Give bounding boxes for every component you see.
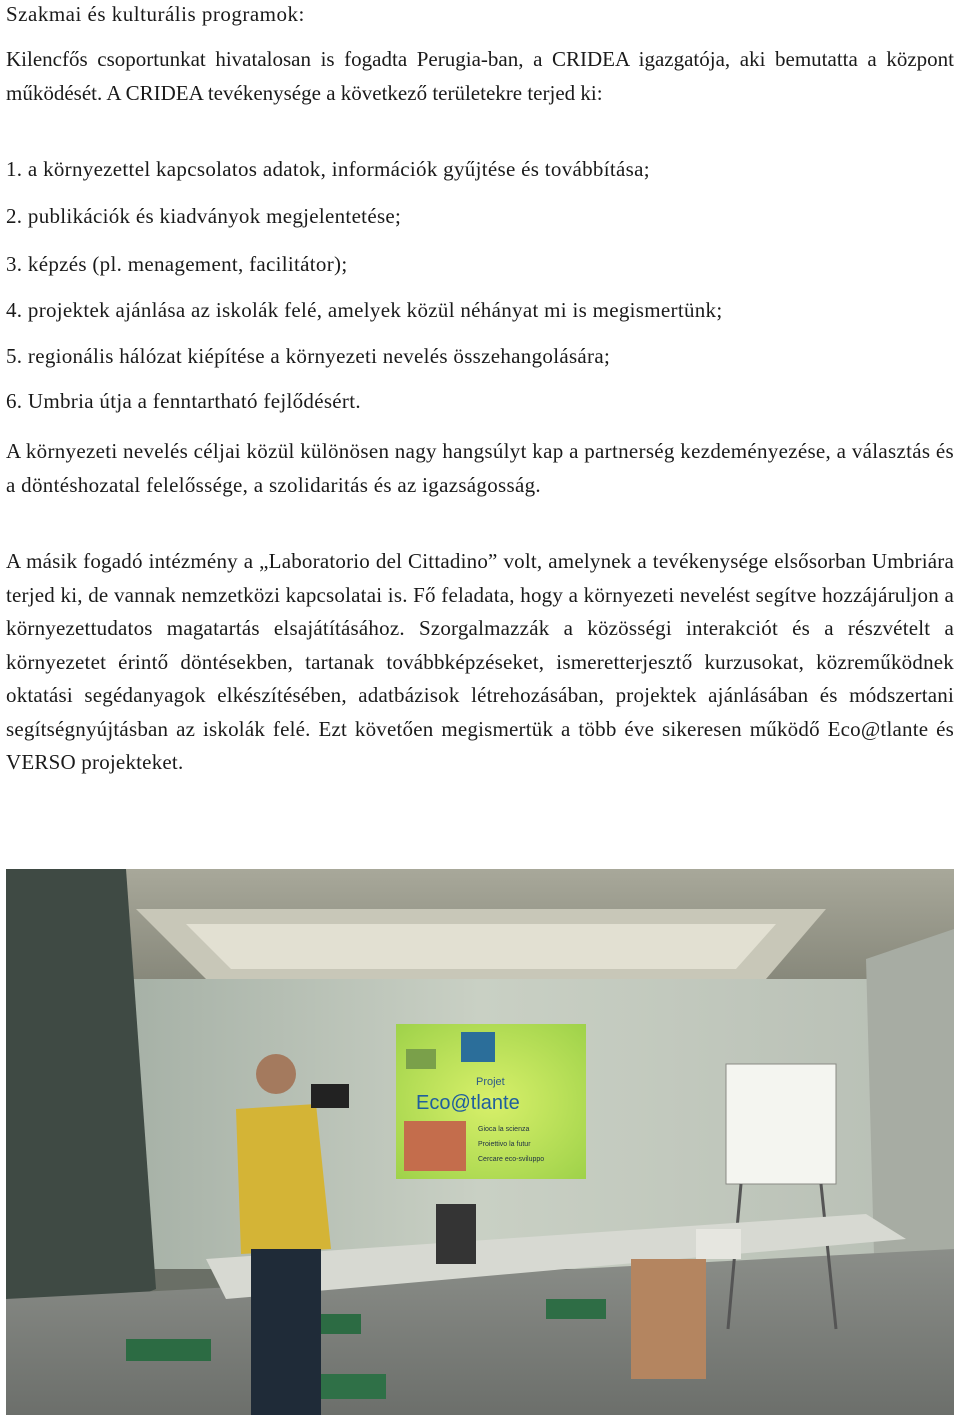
intro-paragraph: Kilencfős csoportunkat hivatalosan is fogadta Perugia-ban, a CRIDEA igazgatója, aki bemutatta a központ működését. A CRIDEA tevékenysége a következő területekre terjed ki: — [6, 47, 954, 105]
svg-text:Cercare eco-sviluppo: Cercare eco-sviluppo — [478, 1156, 545, 1163]
slide-title: Eco@tlante — [416, 1092, 520, 1114]
list-item: 2. publikációk és kiadványok megjelentetése; — [6, 204, 402, 228]
camera-icon — [311, 1084, 349, 1108]
list-item: 6. Umbria útja a fenntartható fejlődésért. — [6, 389, 361, 413]
list-item: 1. a környezettel kapcsolatos adatok, információk gyűjtése és továbbítása; — [6, 157, 650, 181]
flipchart — [726, 1064, 836, 1184]
section-heading: Szakmai és kulturális programok: — [6, 2, 305, 26]
slide-subtitle: Projet — [476, 1076, 505, 1088]
laptop — [436, 1204, 476, 1264]
list-item: 3. képzés (pl. menagement, facilitátor); — [6, 252, 348, 276]
svg-text:Proiettivo la futur: Proiettivo la futur — [478, 1141, 531, 1148]
person-shirt — [236, 1104, 331, 1254]
presentation-photo — [6, 869, 954, 1415]
slide-illustration — [404, 1121, 466, 1171]
person-head — [256, 1054, 296, 1094]
paragraph-laboratorio: A másik fogadó intézmény a „Laboratorio del Cittadino” volt, amelynek a tevékenysége elsősorban Umbriára terjed ki, de vannak nemzetközi kapcsolatai is. Fő feladata, hogy a környezeti nevelést segítve hozzájáruljon a környezettudatos magatartás elsajátításához. Szorgalmazzák a közösségi interakciót és a részvételt a környezetet érintő döntésekben, tartanak továbbképzéseket, ismeretterjesztő kurzusokat, közreműködnek oktatási segédanyagok elkészítésében, adatbázisok létrehozásában, projektek ajánlásában és módszertani segítségnyújtásban az iskolák felé. Ezt követően megismertük a több éve sikeresen működő Eco@tlante és VERSO projekteket. — [6, 549, 954, 774]
svg-text:Gioca la scienza: Gioca la scienza — [478, 1126, 530, 1133]
list-item: 4. projektek ajánlása az iskolák felé, amelyek közül néhányat mi is megismertünk; — [6, 298, 723, 322]
paragraph-environmental-goals: A környezeti nevelés céljai közül különösen nagy hangsúlyt kap a partnerség kezdeményezése, a választás és a döntéshozatal felelőssége, a szolidaritás és az igazságosság. — [6, 439, 954, 497]
chair — [126, 1339, 211, 1361]
list-item: 5. regionális hálózat kiépítése a környezeti nevelés összehangolására; — [6, 344, 611, 368]
projector-stand — [631, 1259, 706, 1379]
person-trousers — [251, 1249, 321, 1415]
chair — [546, 1299, 606, 1319]
